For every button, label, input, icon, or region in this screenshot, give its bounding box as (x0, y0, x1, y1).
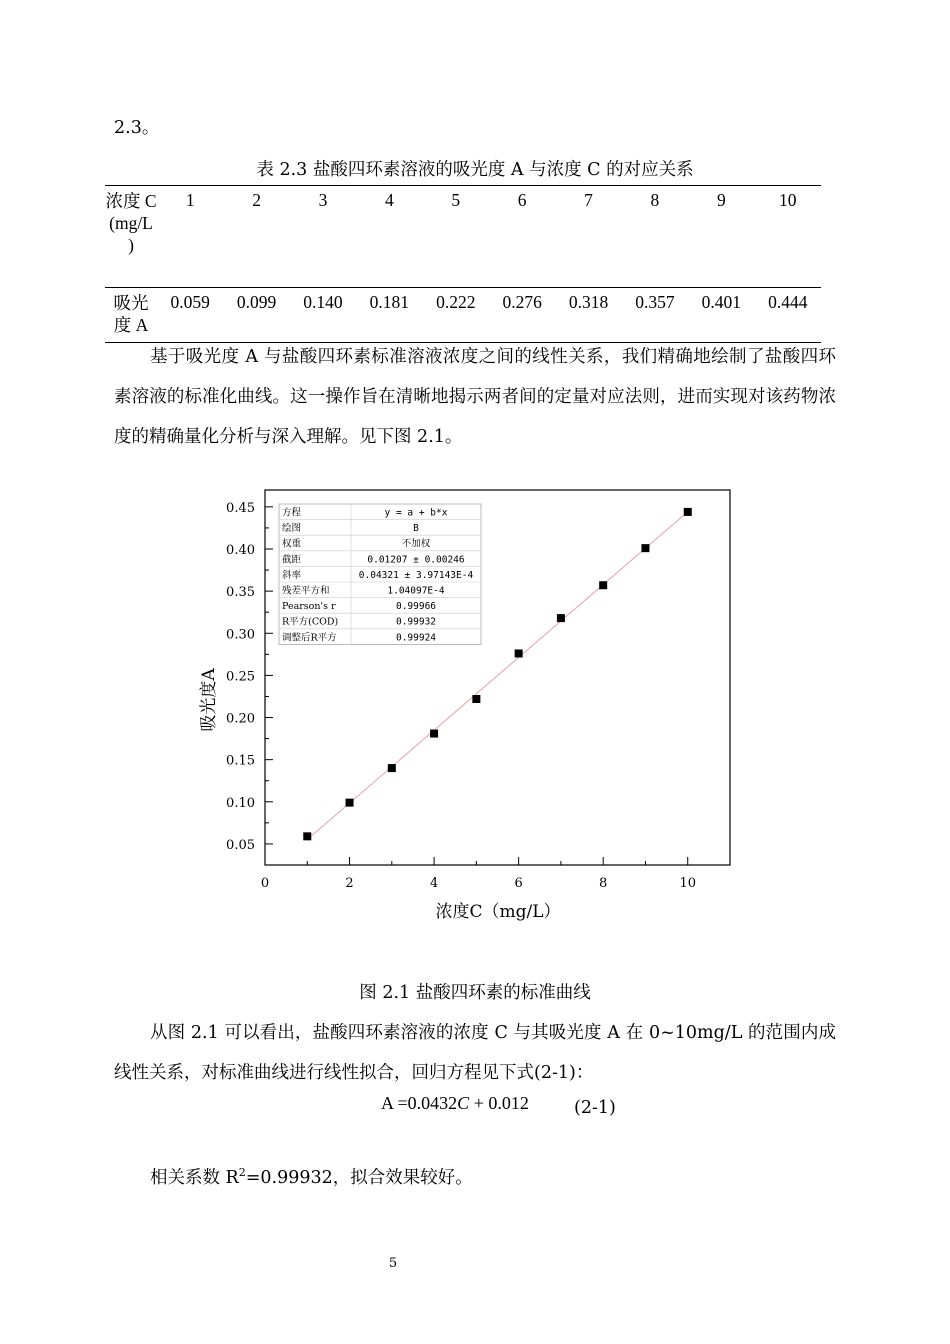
x-tick-label: 10 (679, 876, 697, 891)
y-tick-label: 0.20 (226, 711, 255, 727)
stats-label: 斜率 (282, 569, 302, 581)
stats-label: 调整后R平方 (282, 632, 337, 644)
paragraph-2: 从图 2.1 可以看出，盐酸四环素溶液的浓度 C 与其吸光度 A 在 0~10mg/L 的范围内成线性关系，对标准曲线进行线性拟合，回归方程见下式(2-1)： (114, 1023, 836, 1083)
y-tick-label: 0.35 (226, 585, 255, 601)
figure-caption: 图 2.1 盐酸四环素的标准曲线 (359, 983, 591, 1003)
x-tick-label: 0 (260, 876, 270, 891)
y-axis-label: 吸光度A (199, 668, 219, 732)
table-cell-absorbance: 0.222 (423, 288, 489, 343)
regression-equation (114, 1093, 836, 1123)
table-cell-absorbance: 0.401 (688, 288, 754, 343)
stats-label: Pearson's r (282, 601, 336, 613)
table-header-absorbance: 吸光度 A (105, 288, 157, 343)
stats-value: 0.99924 (395, 632, 437, 644)
x-tick-label: 2 (345, 876, 354, 891)
data-point (346, 799, 354, 807)
stats-value: 0.99932 (395, 616, 437, 628)
data-point (472, 695, 480, 703)
y-tick-label: 0.45 (226, 500, 255, 516)
table-cell-concentration: 7 (555, 186, 621, 288)
table-cell-concentration: 4 (356, 186, 422, 288)
table-cell-absorbance: 0.181 (356, 288, 422, 343)
stats-label: 权重 (282, 538, 302, 550)
stats-label: 方程 (282, 507, 302, 519)
table-cell-absorbance: 0.059 (157, 288, 223, 343)
table-cell-concentration: 1 (157, 186, 223, 288)
table-cell-absorbance: 0.318 (555, 288, 621, 343)
data-point (303, 832, 311, 840)
x-tick-label: 8 (599, 876, 608, 891)
stats-value: 0.01207 ± 0.00246 (367, 554, 465, 566)
table-cell-absorbance: 0.444 (755, 288, 821, 343)
table-cell-concentration: 10 (755, 186, 821, 288)
equation-variable: C (457, 1093, 470, 1113)
data-point (684, 508, 692, 516)
data-point (641, 544, 649, 552)
y-tick-label: 0.15 (226, 753, 255, 769)
stats-label: 绘图 (282, 523, 302, 535)
correlation-superscript: 2 (238, 1166, 246, 1179)
table-cell-absorbance: 0.276 (489, 288, 555, 343)
equation-rhs: + 0.012 (469, 1093, 529, 1113)
data-table (105, 185, 821, 343)
table-cell-concentration: 2 (223, 186, 289, 288)
stats-value: 0.04321 ± 3.97143E-4 (358, 569, 474, 581)
table-cell-absorbance: 0.140 (290, 288, 356, 343)
y-tick-label: 0.40 (226, 542, 255, 558)
stats-value: y = a + b*x (384, 507, 448, 519)
data-point (599, 581, 607, 589)
page-number: 5 (388, 1256, 398, 1271)
x-tick-label: 4 (429, 876, 439, 891)
table-cell-concentration: 6 (489, 186, 555, 288)
equation-body (381, 1093, 529, 1114)
table-row-concentration (105, 186, 821, 288)
x-axis-label: 浓度C（mg/L） (435, 902, 561, 922)
stats-value: B (413, 523, 419, 535)
data-point (515, 649, 523, 657)
stats-table (279, 504, 481, 644)
table-cell-absorbance: 0.357 (622, 288, 688, 343)
table-cell-absorbance: 0.099 (223, 288, 289, 343)
calibration-chart (195, 478, 755, 928)
equation-lhs: A =0.0432 (381, 1093, 458, 1113)
table-cell-concentration: 3 (290, 186, 356, 288)
stats-value: 1.04097E-4 (387, 585, 445, 597)
y-tick-label: 0.25 (226, 669, 255, 685)
stats-value: 0.99966 (395, 601, 437, 613)
x-tick-label: 6 (514, 876, 523, 891)
paragraph-1: 基于吸光度 A 与盐酸四环素标准溶液浓度之间的线性关系，我们精确地绘制了盐酸四环素溶液的标准化曲线。这一操作旨在清晰地揭示两者间的定量对应法则，进而实现对该药物浓度的精确量化分析与深入理解。见下图 2.1。 (114, 347, 836, 447)
y-tick-label: 0.30 (226, 627, 255, 643)
equation-number: (2-1) (574, 1098, 616, 1118)
y-tick-label: 0.05 (226, 837, 255, 853)
y-tick-label: 0.10 (226, 795, 255, 811)
stats-label: R平方(COD) (282, 616, 339, 628)
stats-label: 残差平方和 (282, 585, 330, 597)
table-row-absorbance (105, 288, 821, 343)
table-cell-concentration: 8 (622, 186, 688, 288)
intro-line: 2.3。 (114, 118, 160, 138)
stats-value: 不加权 (401, 538, 431, 550)
table-cell-concentration: 9 (688, 186, 754, 288)
correlation-suffix: =0.99932，拟合效果较好。 (245, 1167, 473, 1188)
table-header-concentration: 浓度 C (mg/L ) (105, 186, 157, 288)
table-cell-concentration: 5 (423, 186, 489, 288)
data-point (388, 764, 396, 772)
data-point (557, 614, 565, 622)
stats-label: 截距 (282, 554, 302, 566)
data-point (430, 730, 438, 738)
correlation-prefix: 相关系数 R (150, 1167, 239, 1188)
correlation-text (150, 1156, 473, 1195)
table-caption: 表 2.3 盐酸四环素溶液的吸光度 A 与浓度 C 的对应关系 (256, 160, 694, 180)
